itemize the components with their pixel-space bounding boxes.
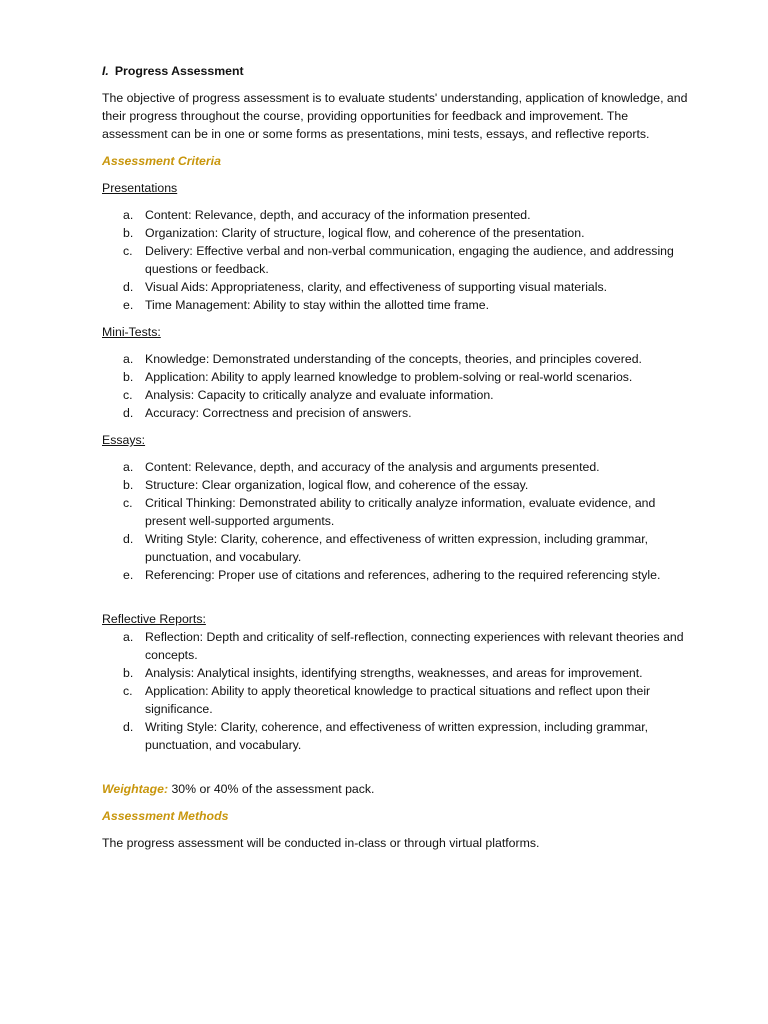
list-marker: c. [123,496,133,510]
list-item [102,350,692,368]
list-marker: c. [123,388,133,402]
intro-paragraph: The objective of progress assessment is to evaluate students' understanding, application of knowledge, and their progress throughout the course, providing opportunities for feedback and improvement. The assessment can be in one or some forms as presentations, mini tests, essays, and reflective reports. [102,91,688,141]
weightage-text: 30% or 40% of the assessment pack. [171,782,375,796]
list-item-text: Analysis: Analytical insights, identifying strengths, weaknesses, and areas for improvement. [145,666,643,680]
list-marker: e. [123,568,134,582]
list-marker: b. [123,666,134,680]
reflective-reports-heading: Reflective Reports: [102,612,206,626]
list-item-text: Application: Ability to apply theoretical knowledge to practical situations and reflect upon their significance. [145,684,651,716]
presentations-heading: Presentations [102,181,178,195]
list-item-text: Organization: Clarity of structure, logical flow, and coherence of the presentation. [145,226,585,240]
list-item-text: Writing Style: Clarity, coherence, and effectiveness of written expression, including grammar, punctuation, and vocabulary. [145,720,649,752]
section-number: I. [102,64,109,78]
section-heading [102,62,692,80]
list-item-text: Time Management: Ability to stay within the allotted time frame. [145,298,490,312]
list-item [102,494,692,530]
list-marker: c. [123,244,133,258]
list-marker: a. [123,630,134,644]
list-item [102,296,692,314]
reflective-reports-list [102,628,692,754]
list-item-text: Accuracy: Correctness and precision of answers. [145,406,412,420]
list-item-text: Analysis: Capacity to critically analyze and evaluate information. [145,388,494,402]
list-item [102,404,692,422]
list-marker: d. [123,406,134,420]
list-marker: b. [123,370,134,384]
list-item-text: Structure: Clear organization, logical flow, and coherence of the essay. [145,478,529,492]
list-marker: d. [123,532,134,546]
list-item-text: Content: Relevance, depth, and accuracy of the information presented. [145,208,531,222]
list-item-text: Writing Style: Clarity, coherence, and effectiveness of written expression, including grammar, punctuation, and vocabulary. [145,532,649,564]
criteria-heading: Assessment Criteria [102,154,221,168]
list-item-text: Visual Aids: Appropriateness, clarity, and effectiveness of supporting visual materials. [145,280,608,294]
methods-heading: Assessment Methods [102,809,229,823]
mini-tests-list [102,350,692,422]
list-item [102,458,692,476]
list-item [102,682,692,718]
list-marker: c. [123,684,133,698]
list-item-text: Knowledge: Demonstrated understanding of the concepts, theories, and principles covered. [145,352,642,366]
list-item [102,566,692,584]
methods-text: The progress assessment will be conducted in-class or through virtual platforms. [102,836,540,850]
weightage-label: Weightage: [102,782,169,796]
list-marker: d. [123,280,134,294]
list-item-text: Referencing: Proper use of citations and references, adhering to the required referencing style. [145,568,661,582]
essays-list [102,458,692,584]
list-item-text: Critical Thinking: Demonstrated ability to critically analyze information, evaluate evidence, and present well-supported arguments. [145,496,656,528]
weightage-line [102,780,692,798]
list-item [102,386,692,404]
list-item [102,224,692,242]
list-item-text: Delivery: Effective verbal and non-verbal communication, engaging the audience, and addressing questions or feedback. [145,244,674,276]
document-page [102,62,692,852]
list-marker: d. [123,720,134,734]
list-item [102,628,692,664]
list-item-text: Reflection: Depth and criticality of self-reflection, connecting experiences with relevant theories and concepts. [145,630,684,662]
list-item [102,278,692,296]
section-title: Progress Assessment [114,64,244,78]
list-item [102,476,692,494]
list-marker: b. [123,478,134,492]
list-marker: b. [123,226,134,240]
list-marker: a. [123,352,134,366]
list-item [102,368,692,386]
list-item-text: Content: Relevance, depth, and accuracy of the analysis and arguments presented. [145,460,600,474]
essays-heading: Essays: [102,433,146,447]
list-item-text: Application: Ability to apply learned knowledge to problem-solving or real-world scenarios. [145,370,633,384]
list-item [102,242,692,278]
mini-tests-heading: Mini-Tests: [102,325,161,339]
list-item [102,530,692,566]
list-item [102,718,692,754]
list-item [102,664,692,682]
list-marker: a. [123,460,134,474]
list-marker: a. [123,208,134,222]
presentations-list [102,206,692,314]
list-marker: e. [123,298,134,312]
list-item [102,206,692,224]
